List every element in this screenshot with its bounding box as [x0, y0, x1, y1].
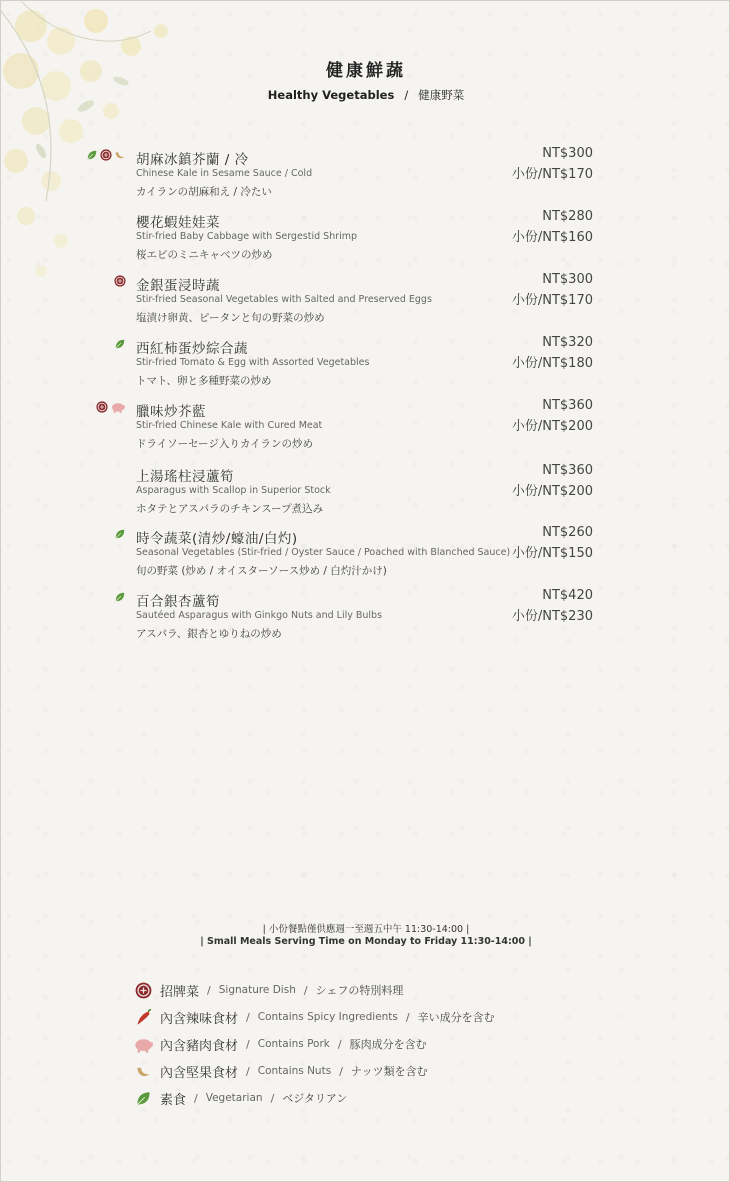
legend-item [132, 979, 403, 1001]
legend-label-en: Contains Nuts [257, 1065, 332, 1077]
small-meal-note-en: | Small Meals Serving Time on Monday to Friday 11:30-14:00 | [200, 936, 532, 947]
legend-label-en: Vegetarian [205, 1092, 263, 1104]
subtitle-separator: / [404, 88, 409, 102]
menu-item-name-ja: ホタテとアスパラのチキンスープ煮込み [136, 503, 324, 515]
nuts-icon [132, 1063, 154, 1080]
legend-item [132, 1033, 427, 1055]
legend-label-zh: 內含堅果食材 [160, 1065, 239, 1081]
legend-separator: / [303, 983, 308, 997]
legend-separator: / [246, 1064, 250, 1078]
menu-item-name-ja: 塩漬け卵黄、ピータンと旬の野菜の炒め [136, 312, 325, 324]
legend-label-ja: ベジタリアン [282, 1092, 348, 1105]
menu-item-price: NT$360 [542, 463, 593, 478]
legend-label-ja: ナッツ類を含む [350, 1065, 428, 1078]
menu-item-icons [114, 528, 126, 540]
legend-separator: / [339, 1064, 343, 1078]
menu-item-name-zh: 胡麻冰鎮芥蘭 / 冷 [136, 152, 249, 168]
signature-icon [100, 149, 112, 161]
menu-item-small-price: 小份/NT$200 [511, 419, 593, 434]
menu-item-icons [114, 338, 126, 350]
vegetarian-icon [114, 528, 126, 540]
vegetarian-icon [86, 149, 98, 161]
menu-item-name-ja: 旬の野菜 (炒め / オイスターソース炒め / 白灼汁かけ) [136, 565, 387, 577]
menu-item [1, 400, 730, 460]
subtitle-en: Healthy Vegetables [267, 88, 395, 102]
menu-item-icons [86, 149, 126, 161]
menu-item-name-zh: 金銀蛋浸時蔬 [136, 278, 220, 294]
small-meal-note-zh: | 小份餐點僅供應週一至週五中午 11:30-14:00 | [262, 924, 470, 935]
menu-item-small-price: 小份/NT$150 [511, 546, 593, 561]
signature-icon [114, 275, 126, 287]
menu-item-icons [96, 401, 126, 413]
menu-item-name-zh: 上湯瑤柱浸蘆筍 [136, 469, 234, 485]
legend-label-en: Signature Dish [218, 984, 296, 996]
menu-item-name-en: Stir-fried Baby Cabbage with Sergestid Shrimp [136, 231, 358, 242]
page-subtitle [1, 87, 730, 103]
menu-item-name-zh: 西紅柿蛋炒綜合蔬 [136, 341, 248, 357]
legend-item [132, 1087, 347, 1109]
menu-item [1, 527, 730, 587]
pork-icon [110, 401, 126, 413]
vegetarian-icon [114, 338, 126, 350]
legend-label-zh: 內含豬肉食材 [160, 1038, 239, 1054]
legend-label-en: Contains Pork [257, 1038, 330, 1050]
menu-item-price: NT$300 [542, 272, 593, 287]
menu-item-price: NT$300 [542, 146, 593, 161]
menu-item-small-price: 小份/NT$160 [511, 230, 593, 245]
menu-item-price: NT$260 [542, 525, 593, 540]
chili-icon [132, 1009, 154, 1026]
menu-item-name-ja: カイランの胡麻和え / 冷たい [136, 186, 272, 198]
menu-item-price: NT$360 [542, 398, 593, 413]
menu-item-name-zh: 臘味炒芥藍 [136, 404, 206, 420]
menu-item-name-en: Stir-fried Chinese Kale with Cured Meat [136, 420, 323, 431]
signature-icon [132, 982, 154, 999]
legend-separator: / [194, 1091, 198, 1105]
legend-label-ja: 辛い成分を含む [417, 1011, 495, 1024]
legend-label-ja: シェフの特別料理 [315, 984, 404, 997]
menu-item [1, 211, 730, 271]
signature-icon [96, 401, 108, 413]
menu-item-small-price: 小份/NT$180 [511, 356, 593, 371]
legend-label-en: Contains Spicy Ingredients [257, 1011, 398, 1023]
legend-label-zh: 內含辣味食材 [160, 1011, 239, 1027]
menu-item-price: NT$320 [542, 335, 593, 350]
menu-item [1, 465, 730, 525]
menu-item-icons [114, 275, 126, 287]
legend-item [132, 1006, 495, 1028]
menu-item-name-en: Stir-fried Tomato & Egg with Assorted Vegetables [136, 357, 370, 368]
legend-separator: / [270, 1091, 275, 1105]
menu-item-name-ja: アスパラ、銀杏とゆりねの炒め [136, 628, 282, 640]
legend-label-ja: 豚肉成分を含む [349, 1038, 427, 1051]
menu-item-small-price: 小份/NT$200 [511, 484, 593, 499]
legend-separator: / [207, 983, 211, 997]
menu-item-name-en: Chinese Kale in Sesame Sauce / Cold [136, 168, 313, 179]
menu-item-price: NT$420 [542, 588, 593, 603]
page-title: 健康鮮蔬 [326, 61, 406, 81]
menu-item-name-en: Sautéed Asparagus with Ginkgo Nuts and Lily Bulbs [136, 610, 383, 621]
legend-separator: / [405, 1010, 410, 1024]
legend-separator: / [246, 1010, 250, 1024]
menu-item [1, 148, 730, 208]
legend-separator: / [337, 1037, 342, 1051]
menu-item-name-en: Seasonal Vegetables (Stir-fried / Oyster Sauce / Poached with Blanched Sauce) [136, 547, 511, 558]
nuts-icon [114, 149, 126, 161]
menu-item [1, 274, 730, 334]
menu-item-small-price: 小份/NT$170 [511, 167, 593, 182]
menu-item-name-zh: 時令蔬菜(清炒/蠔油/白灼) [136, 531, 298, 547]
menu-item-small-price: 小份/NT$230 [511, 609, 593, 624]
legend-item [132, 1060, 428, 1082]
menu-item-name-en: Asparagus with Scallop in Superior Stock [136, 485, 331, 496]
subtitle-ja: 健康野菜 [418, 88, 465, 102]
menu-item-name-zh: 百合銀杏蘆筍 [136, 594, 220, 610]
menu-item [1, 337, 730, 397]
menu-item-name-zh: 櫻花蝦娃娃菜 [136, 215, 220, 231]
menu-item [1, 590, 730, 650]
menu-item-small-price: 小份/NT$170 [511, 293, 593, 308]
menu-item-name-ja: ドライソーセージ入りカイランの炒め [136, 438, 314, 450]
legend-separator: / [246, 1037, 250, 1051]
menu-item-icons [114, 591, 126, 603]
legend-label-zh: 招牌菜 [160, 984, 200, 1000]
vegetarian-icon [114, 591, 126, 603]
menu-item-price: NT$280 [542, 209, 593, 224]
menu-item-name-en: Stir-fried Seasonal Vegetables with Salted and Preserved Eggs [136, 294, 432, 305]
vegetarian-icon [132, 1090, 154, 1107]
legend-label-zh: 素食 [160, 1092, 187, 1108]
pork-icon [132, 1036, 154, 1053]
menu-item-name-ja: 桜エビのミニキャベツの炒め [136, 249, 273, 261]
menu-item-name-ja: トマト、卵と多種野菜の炒め [136, 375, 272, 387]
